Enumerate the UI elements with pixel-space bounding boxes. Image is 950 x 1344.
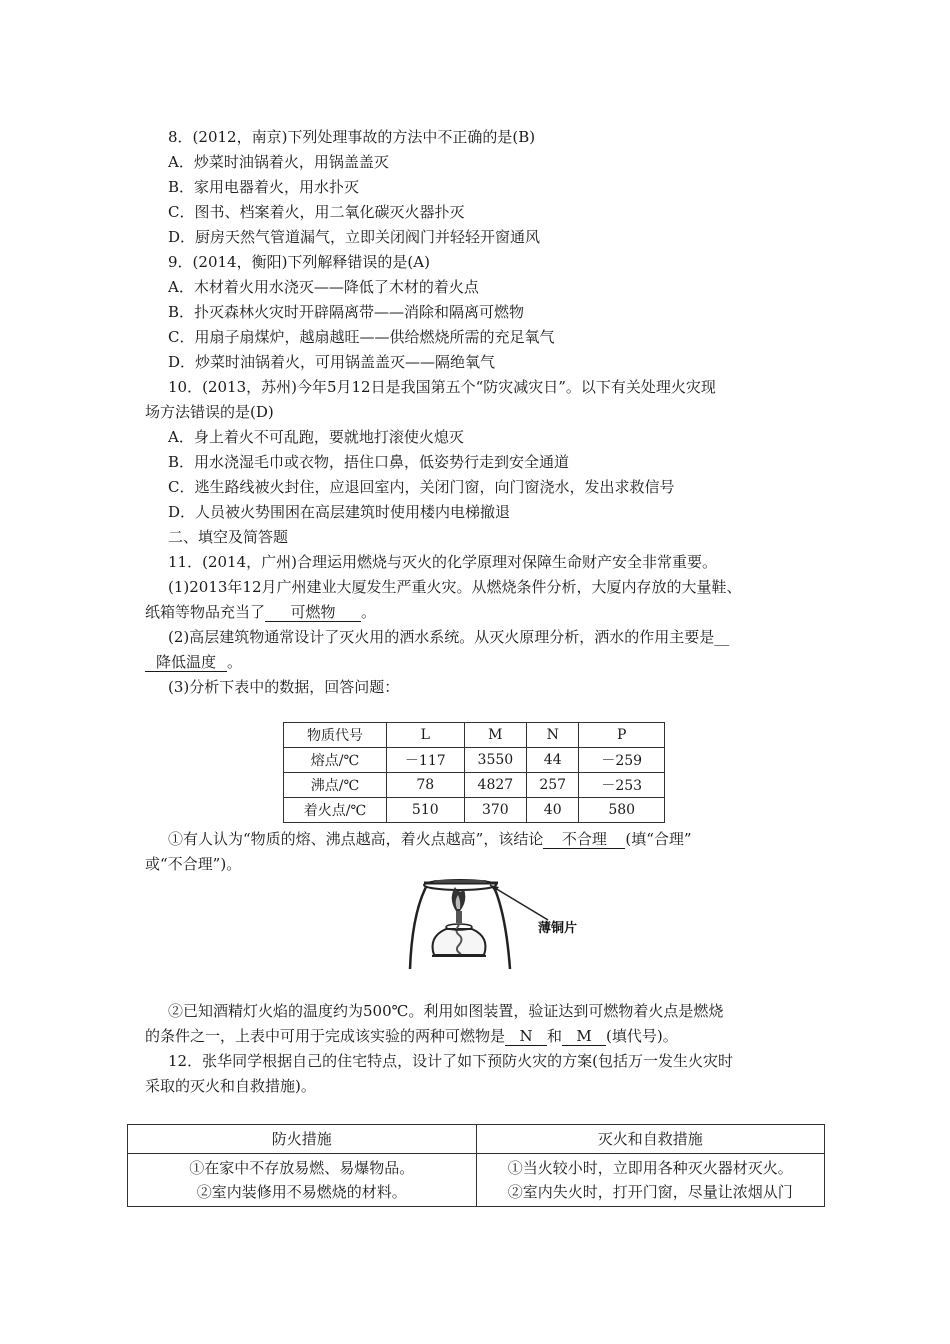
table-header-cell: 防火措施 bbox=[128, 1125, 477, 1154]
table-cell: 510 bbox=[386, 798, 464, 823]
table-cell: －117 bbox=[386, 748, 464, 773]
table-row bbox=[128, 1154, 825, 1207]
q11-part3: (3)分析下表中的数据，回答问题： bbox=[168, 678, 400, 696]
table-cell: 熔点/℃ bbox=[284, 748, 387, 773]
list-item: ①当火较小时，立即用各种灭火器材灭火。 bbox=[507, 1159, 793, 1177]
q11-sub2-answer1: N bbox=[505, 1027, 547, 1046]
q11-part1-prefix: 纸箱等物品充当了 bbox=[145, 603, 266, 621]
q12-stem-line2: 采取的灭火和自救措施)。 bbox=[145, 1077, 316, 1095]
table-row bbox=[284, 798, 665, 823]
table-cell: 3550 bbox=[464, 748, 526, 773]
table-header-cell: 灭火和自救措施 bbox=[476, 1125, 825, 1154]
q8-option-b: B．家用电器着火，用水扑灭 bbox=[168, 178, 360, 196]
q11-sub1-answer: 不合理 bbox=[543, 830, 625, 849]
list-item: ②室内失火时，打开门窗，尽量让浓烟从门 bbox=[507, 1183, 793, 1201]
q11-sub1-prefix: ①有人认为“物质的熔、沸点越高，着火点越高”，该结论 bbox=[168, 830, 544, 848]
q10-option-c: C．逃生路线被火封住，应退回室内，关闭门窗，向门窗浇水，发出求救信号 bbox=[168, 478, 675, 496]
table-cell: 78 bbox=[386, 773, 464, 798]
q9-option-b: B．扑灭森林火灾时开辟隔离带——消除和隔离可燃物 bbox=[168, 303, 525, 321]
q12-stem-line1: 12．张华同学根据自己的住宅特点，设计了如下预防火灾的方案(包括万一发生火灾时 bbox=[168, 1052, 733, 1070]
table-cell: 44 bbox=[527, 748, 579, 773]
q8-option-a: A．炒菜时油锅着火，用锅盖盖灭 bbox=[168, 153, 389, 171]
table-cell: 4827 bbox=[464, 773, 526, 798]
copper-sheet-label: 薄铜片 bbox=[538, 921, 578, 936]
q11-part1-line2 bbox=[145, 601, 376, 623]
table-cell: 257 bbox=[527, 773, 579, 798]
table-cell: 370 bbox=[464, 798, 526, 823]
table-cell: －259 bbox=[579, 748, 665, 773]
fire-prevention-table bbox=[127, 1124, 825, 1207]
q10-option-d: D．人员被火势围困在高层建筑时使用楼内电梯撤退 bbox=[168, 503, 511, 521]
q11-part1-suffix: 。 bbox=[361, 603, 377, 621]
table-header-cell: M bbox=[464, 723, 526, 748]
table-cell: 着火点/℃ bbox=[284, 798, 387, 823]
q10-option-a: A．身上着火不可乱跑，要就地打滚使火熄灭 bbox=[168, 428, 464, 446]
table-header-cell: N bbox=[527, 723, 579, 748]
q11-part2-suffix: 。 bbox=[227, 653, 243, 671]
list-item: ①在家中不存放易燃、易爆物品。 bbox=[189, 1159, 415, 1177]
table-header-cell: 物质代号 bbox=[284, 723, 387, 748]
alcohol-lamp-icon bbox=[432, 887, 486, 956]
table-row bbox=[284, 748, 665, 773]
q10-stem-line1: 10．(2013，苏州)今年5月12日是我国第五个“防灾减灾日”。以下有关处理火灾现 bbox=[168, 378, 716, 396]
q9-option-d: D．炒菜时油锅着火，可用锅盖盖灭——隔绝氧气 bbox=[168, 353, 496, 371]
q11-sub2-line2 bbox=[145, 1025, 678, 1047]
q11-sub2-line1: ②已知酒精灯火焰的温度约为500℃。利用如图装置，验证达到可燃物着火点是燃烧 bbox=[168, 1002, 724, 1020]
alcohol-lamp-apparatus-figure bbox=[398, 875, 588, 975]
q11-sub2-prefix: 的条件之一，上表中可用于完成该实验的两种可燃物是 bbox=[145, 1027, 506, 1045]
q11-part1-answer: 可燃物 bbox=[265, 603, 361, 622]
q10-option-b: B．用水浇湿毛巾或衣物，捂住口鼻，低姿势行走到安全通道 bbox=[168, 453, 570, 471]
q11-part2-line2 bbox=[145, 651, 242, 673]
q9-option-a: A．木材着火用水浇灭——降低了木材的着火点 bbox=[168, 278, 479, 296]
q11-part2-line1: (2)高层建筑物通常设计了灭火用的洒水系统。从灭火原理分析，洒水的作用主要是__ bbox=[168, 628, 730, 646]
table-header-row bbox=[128, 1125, 825, 1154]
table-cell: 580 bbox=[579, 798, 665, 823]
table-cell: 40 bbox=[527, 798, 579, 823]
prevention-measures-cell bbox=[128, 1154, 477, 1207]
q11-sub2-suffix: (填代号)。 bbox=[606, 1027, 678, 1045]
q11-part1-line1: (1)2013年12月广州建业大厦发生严重火灾。从燃烧条件分析，大厦内存放的大量鞋、 bbox=[168, 578, 742, 596]
table-cell: －253 bbox=[579, 773, 665, 798]
table-header-cell: P bbox=[579, 723, 665, 748]
q11-sub1-line1 bbox=[168, 828, 692, 850]
q11-sub2-answer2: M bbox=[562, 1027, 606, 1046]
q11-sub1-suffix: (填“合理” bbox=[625, 830, 692, 848]
q8-option-c: C．图书、档案着火，用二氧化碳灭火器扑灭 bbox=[168, 203, 465, 221]
section-2-title: 二、填空及简答题 bbox=[168, 528, 289, 546]
q11-part2-answer: 降低温度 bbox=[145, 653, 227, 672]
q11-stem: 11．(2014，广州)合理运用燃烧与灭火的化学原理对保障生命财产安全非常重要。 bbox=[168, 553, 717, 571]
q9-option-c: C．用扇子扇煤炉，越扇越旺——供给燃烧所需的充足氧气 bbox=[168, 328, 555, 346]
table-header-row bbox=[284, 723, 665, 748]
q8-option-d: D．厨房天然气管道漏气，立即关闭阀门并轻轻开窗通风 bbox=[168, 228, 541, 246]
table-row bbox=[284, 773, 665, 798]
copper-sheet-icon bbox=[434, 880, 486, 883]
table-cell: 沸点/℃ bbox=[284, 773, 387, 798]
q9-stem: 9．(2014，衡阳)下列解释错误的是(A) bbox=[168, 253, 430, 271]
table-header-cell: L bbox=[386, 723, 464, 748]
rescue-measures-cell bbox=[476, 1154, 825, 1207]
substance-data-table bbox=[283, 722, 665, 823]
list-item: ②室内装修用不易燃烧的材料。 bbox=[196, 1183, 407, 1201]
q11-sub2-and: 和 bbox=[547, 1027, 563, 1045]
q8-stem: 8．(2012，南京)下列处理事故的方法中不正确的是(B) bbox=[168, 128, 536, 146]
q11-sub1-line2: 或“不合理”)。 bbox=[145, 855, 242, 873]
q10-stem-line2: 场方法错误的是(D) bbox=[145, 403, 274, 421]
